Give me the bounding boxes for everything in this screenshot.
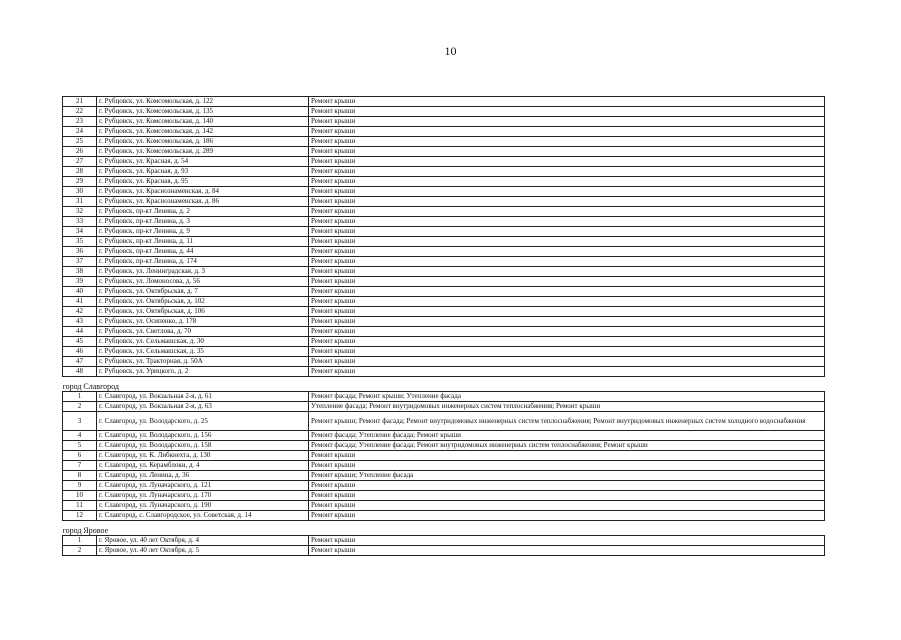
work-type-cell: Ремонт крыши [309, 177, 825, 187]
row-number-cell: 29 [63, 177, 97, 187]
work-type-cell: Ремонт крыши; Ремонт фасада; Ремонт внутридомовых инженерных систем теплоснабжения; Ремонт внутридомовых инженерных систем холодного водоснабжения [309, 412, 825, 431]
work-type-cell: Ремонт крыши [309, 297, 825, 307]
work-type-cell: Ремонт фасада; Утепление фасада; Ремонт внутридомовых инженерных систем теплоснабжения; Ремонт крыши [309, 441, 825, 451]
table-row [63, 247, 825, 257]
address-cell: г. Яровое, ул. 40 лет Октября, д. 4 [97, 536, 309, 546]
address-cell: г. Рубцовск, ул. Тракторная, д. 50А [97, 357, 309, 367]
address-cell: г. Славгород, ул. Луначарского, д. 170 [97, 491, 309, 501]
table-row [63, 347, 825, 357]
work-type-cell: Ремонт крыши [309, 337, 825, 347]
row-number-cell: 23 [63, 117, 97, 127]
work-type-cell: Ремонт крыши [309, 237, 825, 247]
table-row [63, 237, 825, 247]
table-row [63, 217, 825, 227]
row-number-cell: 33 [63, 217, 97, 227]
row-number-cell: 12 [63, 511, 97, 521]
address-cell: г. Рубцовск, ул. Краснознаменская, д. 86 [97, 197, 309, 207]
row-number-cell: 27 [63, 157, 97, 167]
address-cell: г. Славгород, ул. К. Либкнехта, д. 130 [97, 451, 309, 461]
address-cell: г. Рубцовск, пр-кт Ленина, д. 9 [97, 227, 309, 237]
work-type-cell: Ремонт крыши [309, 267, 825, 277]
address-cell: г. Рубцовск, ул. Комсомольская, д. 140 [97, 117, 309, 127]
row-number-cell: 7 [63, 461, 97, 471]
work-type-cell: Ремонт крыши [309, 227, 825, 237]
work-type-cell: Ремонт крыши [309, 357, 825, 367]
work-type-cell: Ремонт крыши [309, 257, 825, 267]
row-number-cell: 6 [63, 451, 97, 461]
address-cell: г. Рубцовск, ул. Красная, д. 95 [97, 177, 309, 187]
table-row [63, 511, 825, 521]
work-type-cell: Ремонт крыши [309, 107, 825, 117]
address-cell: г. Рубцовск, ул. Комсомольская, д. 135 [97, 107, 309, 117]
address-cell: г. Славгород, ул. Вокзальная 2-я, д. 63 [97, 402, 309, 412]
address-cell: г. Славгород, ул. Володарского, д. 158 [97, 441, 309, 451]
repair-schedule-table [62, 96, 825, 556]
work-type-cell: Ремонт крыши [309, 491, 825, 501]
section-header [63, 521, 825, 536]
work-type-cell: Ремонт крыши [309, 127, 825, 137]
row-number-cell: 35 [63, 237, 97, 247]
table-row [63, 327, 825, 337]
table-row [63, 107, 825, 117]
table-row [63, 147, 825, 157]
row-number-cell: 5 [63, 441, 97, 451]
address-cell: г. Славгород, ул. Луначарского, д. 121 [97, 481, 309, 491]
row-number-cell: 25 [63, 137, 97, 147]
address-cell: г. Славгород, ул. Керамблоки, д. 4 [97, 461, 309, 471]
work-type-cell: Ремонт крыши [309, 307, 825, 317]
address-cell: г. Рубцовск, ул. Октябрьская, д. 102 [97, 297, 309, 307]
row-number-cell: 34 [63, 227, 97, 237]
work-type-cell: Ремонт крыши [309, 461, 825, 471]
row-number-cell: 47 [63, 357, 97, 367]
row-number-cell: 32 [63, 207, 97, 217]
table-row [63, 357, 825, 367]
row-number-cell: 43 [63, 317, 97, 327]
work-type-cell: Ремонт крыши [309, 217, 825, 227]
work-type-cell: Ремонт фасада; Утепление фасада; Ремонт крыши [309, 431, 825, 441]
row-number-cell: 2 [63, 402, 97, 412]
work-type-cell: Ремонт крыши [309, 207, 825, 217]
address-cell: г. Рубцовск, ул. Светлова, д. 70 [97, 327, 309, 337]
address-cell: г. Рубцовск, пр-кт Ленина, д. 11 [97, 237, 309, 247]
work-type-cell: Ремонт крыши [309, 277, 825, 287]
work-type-cell: Ремонт крыши [309, 347, 825, 357]
row-number-cell: 44 [63, 327, 97, 337]
table-row [63, 471, 825, 481]
table-row [63, 392, 825, 402]
work-type-cell: Ремонт крыши [309, 157, 825, 167]
address-cell: г. Рубцовск, пр-кт Ленина, д. 174 [97, 257, 309, 267]
address-cell: г. Славгород, ул. Вокзальная 2-я, д. 61 [97, 392, 309, 402]
row-number-cell: 11 [63, 501, 97, 511]
table-row [63, 546, 825, 556]
address-cell: г. Славгород, ул. Луначарского, д. 190 [97, 501, 309, 511]
table-row [63, 402, 825, 412]
table-row [63, 227, 825, 237]
address-cell: г. Славгород, с. Славгородское, ул. Советская, д. 14 [97, 511, 309, 521]
row-number-cell: 3 [63, 412, 97, 431]
table-row [63, 117, 825, 127]
address-cell: г. Рубцовск, пр-кт Ленина, д. 44 [97, 247, 309, 257]
work-type-cell: Ремонт крыши [309, 501, 825, 511]
address-cell: г. Рубцовск, ул. Сельмашская, д. 30 [97, 337, 309, 347]
work-type-cell: Ремонт крыши [309, 511, 825, 521]
row-number-cell: 24 [63, 127, 97, 137]
row-number-cell: 9 [63, 481, 97, 491]
work-type-cell: Утепление фасада; Ремонт внутридомовых инженерных систем теплоснабжения; Ремонт крыши [309, 402, 825, 412]
address-cell: г. Рубцовск, ул. Краснознаменская, д. 84 [97, 187, 309, 197]
work-type-cell: Ремонт фасада; Ремонт крыши; Утепление фасада [309, 392, 825, 402]
work-type-cell: Ремонт крыши [309, 287, 825, 297]
row-number-cell: 40 [63, 287, 97, 297]
address-cell: г. Рубцовск, пр-кт Ленина, д. 3 [97, 217, 309, 227]
address-cell: г. Рубцовск, ул. Комсомольская, д. 289 [97, 147, 309, 157]
table-row [63, 267, 825, 277]
table-row [63, 307, 825, 317]
section-header [63, 377, 825, 392]
row-number-cell: 39 [63, 277, 97, 287]
address-cell: г. Рубцовск, ул. Ломоносова, д. 56 [97, 277, 309, 287]
table-row [63, 257, 825, 267]
row-number-cell: 42 [63, 307, 97, 317]
table-row [63, 197, 825, 207]
address-cell: г. Рубцовск, ул. Комсомольская, д. 122 [97, 97, 309, 107]
address-cell: г. Славгород, ул. Володарского, д. 156 [97, 431, 309, 441]
row-number-cell: 45 [63, 337, 97, 347]
table-row [63, 441, 825, 451]
table-row [63, 157, 825, 167]
address-cell: г. Славгород, ул. Володарского, д. 25 [97, 412, 309, 431]
work-type-cell: Ремонт крыши [309, 187, 825, 197]
row-number-cell: 26 [63, 147, 97, 157]
table-row [63, 97, 825, 107]
address-cell: г. Рубцовск, ул. Комсомольская, д. 142 [97, 127, 309, 137]
table-row [63, 277, 825, 287]
row-number-cell: 28 [63, 167, 97, 177]
address-cell: г. Рубцовск, ул. Сельмашская, д. 35 [97, 347, 309, 357]
address-cell: г. Рубцовск, ул. Комсомольская, д. 186 [97, 137, 309, 147]
work-type-cell: Ремонт крыши [309, 367, 825, 377]
address-cell: г. Рубцовск, ул. Октябрьская, д. 7 [97, 287, 309, 297]
table-row [63, 451, 825, 461]
address-cell: г. Рубцовск, ул. Красная, д. 93 [97, 167, 309, 177]
section-header-cell [63, 377, 825, 392]
address-cell: г. Рубцовск, ул. Ленинградская, д. 3 [97, 267, 309, 277]
table-body [63, 97, 825, 556]
table-row [63, 187, 825, 197]
work-type-cell: Ремонт крыши [309, 451, 825, 461]
table-row [63, 287, 825, 297]
row-number-cell: 37 [63, 257, 97, 267]
row-number-cell: 1 [63, 392, 97, 402]
row-number-cell: 2 [63, 546, 97, 556]
address-cell: г. Славгород, ул. Ленина, д. 36 [97, 471, 309, 481]
row-number-cell: 41 [63, 297, 97, 307]
table-row [63, 127, 825, 137]
row-number-cell: 4 [63, 431, 97, 441]
row-number-cell: 36 [63, 247, 97, 257]
section-title: город Яровое [62, 526, 109, 535]
work-type-cell: Ремонт крыши [309, 536, 825, 546]
row-number-cell: 46 [63, 347, 97, 357]
address-cell: г. Рубцовск, ул. Урицкого, д. 2 [97, 367, 309, 377]
table-row [63, 481, 825, 491]
work-type-cell: Ремонт крыши [309, 327, 825, 337]
table-row [63, 337, 825, 347]
address-cell: г. Рубцовск, ул. Осипенко, д. 178 [97, 317, 309, 327]
work-type-cell: Ремонт крыши [309, 137, 825, 147]
row-number-cell: 31 [63, 197, 97, 207]
work-type-cell: Ремонт крыши [309, 481, 825, 491]
work-type-cell: Ремонт крыши; Утепление фасада [309, 471, 825, 481]
section-header-cell [63, 521, 825, 536]
table-row [63, 367, 825, 377]
row-number-cell: 1 [63, 536, 97, 546]
address-cell: г. Рубцовск, ул. Октябрьская, д. 106 [97, 307, 309, 317]
table-row [63, 167, 825, 177]
address-cell: г. Рубцовск, пр-кт Ленина, д. 2 [97, 207, 309, 217]
row-number-cell: 22 [63, 107, 97, 117]
table-row [63, 317, 825, 327]
table-row [63, 461, 825, 471]
work-type-cell: Ремонт крыши [309, 97, 825, 107]
row-number-cell: 21 [63, 97, 97, 107]
row-number-cell: 48 [63, 367, 97, 377]
work-type-cell: Ремонт крыши [309, 167, 825, 177]
address-cell: г. Яровое, ул. 40 лет Октября, д. 5 [97, 546, 309, 556]
table-row [63, 297, 825, 307]
table-row [63, 491, 825, 501]
address-cell: г. Рубцовск, ул. Красная, д. 54 [97, 157, 309, 167]
row-number-cell: 10 [63, 491, 97, 501]
table-row [63, 177, 825, 187]
work-type-cell: Ремонт крыши [309, 197, 825, 207]
table-row [63, 536, 825, 546]
page-number: 10 [444, 44, 457, 58]
table-row [63, 412, 825, 431]
row-number-cell: 30 [63, 187, 97, 197]
work-type-cell: Ремонт крыши [309, 117, 825, 127]
work-type-cell: Ремонт крыши [309, 247, 825, 257]
table-row [63, 431, 825, 441]
row-number-cell: 38 [63, 267, 97, 277]
work-type-cell: Ремонт крыши [309, 317, 825, 327]
table-row [63, 207, 825, 217]
row-number-cell: 8 [63, 471, 97, 481]
table-row [63, 501, 825, 511]
work-type-cell: Ремонт крыши [309, 546, 825, 556]
work-type-cell: Ремонт крыши [309, 147, 825, 157]
table-row [63, 137, 825, 147]
section-title: город Славгород [62, 382, 119, 391]
